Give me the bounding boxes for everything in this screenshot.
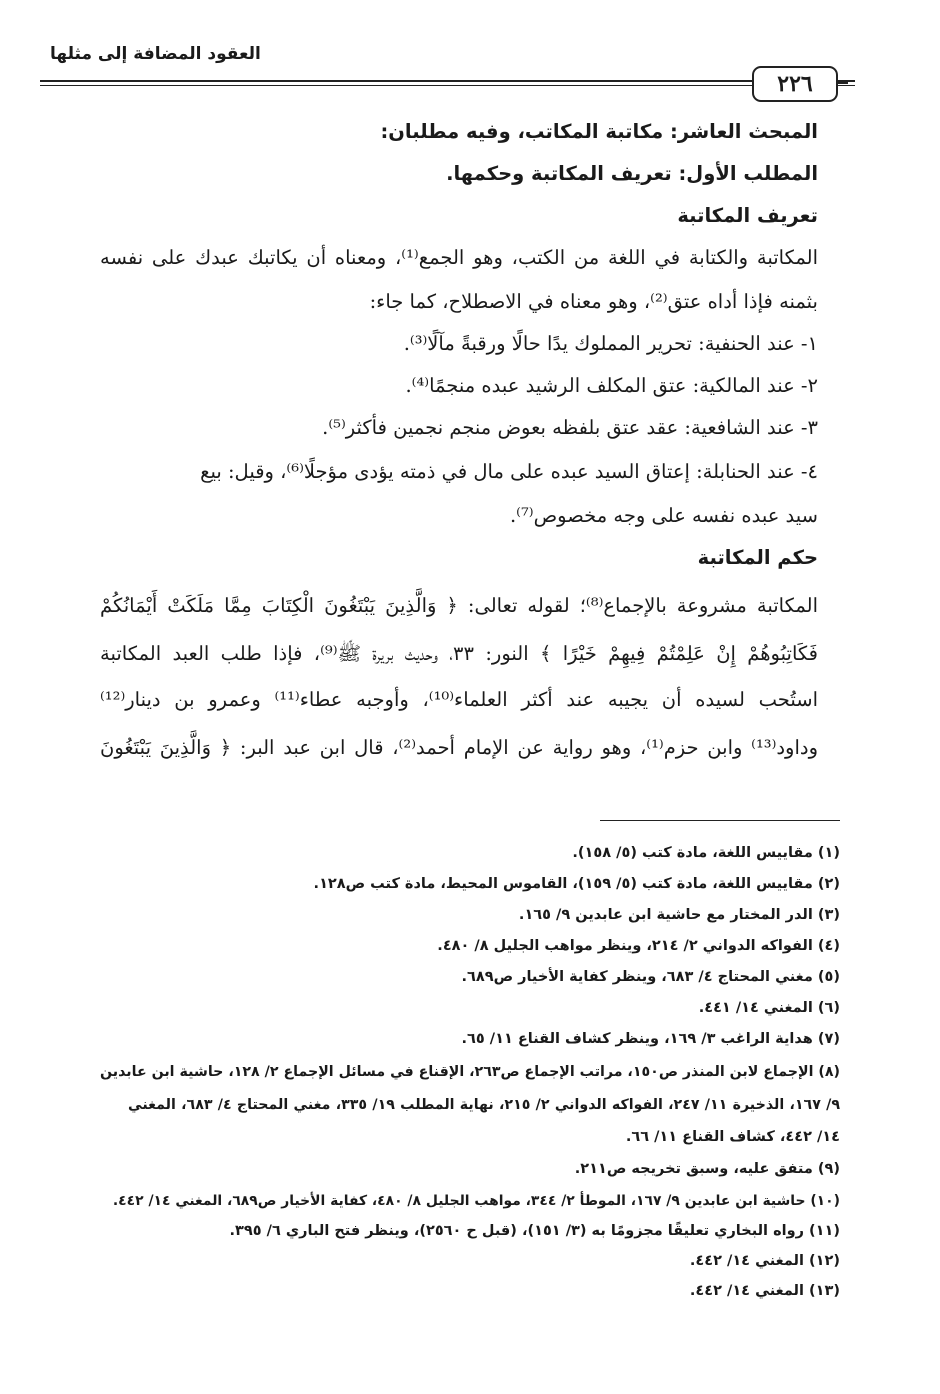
subsection-heading: المطلب الأول: تعريف المكاتبة وحكمها. [446, 162, 818, 185]
page-number-tick [836, 82, 848, 84]
footnote-continuation: ١٤/ ٤٤٢، كشاف القناع ١١/ ٦٦. [625, 1129, 840, 1145]
footnote: (٥) مغني المحتاج ٤/ ٦٨٣، وينظر كفاية الأخيار ص٦٨٩. [461, 969, 840, 985]
paragraph-line: استُحب لسيده أن يجيبه عند أكثر العلماء⁽¹⁰⁾، وأوجبه عطاء⁽¹¹⁾ وعمرو بن دينار⁽¹²⁾ [100, 688, 818, 711]
footnote: (٣) الدر المختار مع حاشية ابن عابدين ٩/ ١٦٥. [518, 907, 840, 923]
footnote: (١١) رواه البخاري تعليقًا مجزومًا به (٣/ ١٥١)، (قبل ح ٢٥٦٠)، وينظر فتح الباري ٦/ ٣٩٥. [229, 1223, 840, 1239]
running-header-title: العقود المضافة إلى مثلها [50, 44, 261, 64]
footnote-separator [600, 820, 840, 821]
footnote-continuation: ٩/ ١٦٧، الذخيرة ١١/ ٢٤٧، الفواكه الدواني ٢/ ٢١٥، نهاية المطلب ١٩/ ٣٣٥، مغني المحتاج ٤/ ٦٨٣، المغني [128, 1097, 841, 1113]
footnote: (٢) مقاييس اللغة، مادة كتب (٥/ ١٥٩)، القاموس المحيط، مادة كتب ص١٢٨. [313, 876, 840, 892]
footnote: (١) مقاييس اللغة، مادة كتب (٥/ ١٥٨). [572, 845, 840, 861]
page-number: ٢٢٦ [752, 66, 838, 102]
footnote: (١٢) المغني ١٤/ ٤٤٢. [689, 1253, 840, 1269]
list-item-continuation: سيد عبده نفسه على وجه مخصوص⁽⁷⁾. [509, 504, 818, 527]
footnote: (١٣) المغني ١٤/ ٤٤٢. [689, 1283, 840, 1299]
footnote: (٧) هداية الراغب ٣/ ١٦٩، وينظر كشاف القناع ١١/ ٦٥. [461, 1031, 840, 1047]
footnote: (٨) الإجماع لابن المنذر ص١٥٠، مراتب الإجماع ص٢٦٣، الإقناع في مسائل الإجماع ٢/ ١٢٨، حاشية ابن عابدين [100, 1064, 841, 1080]
header-rule-thin [40, 85, 855, 86]
paragraph-line: بثمنه فإذا أداه عتق⁽²⁾، وهو معناه في الاصطلاح، كما جاء: [369, 290, 818, 313]
paragraph-line: المكاتبة والكتابة في اللغة من الكتب، وهو الجمع⁽¹⁾، ومعناه أن يكاتبك عبدك على نفسه [100, 246, 818, 269]
footnote: (٤) الفواكه الدواني ٢/ ٢١٤، وينظر مواهب الجليل ٨/ ٤٨٠. [437, 938, 840, 954]
definition-heading: تعريف المكاتبة [677, 204, 818, 227]
paragraph-line: المكاتبة مشروعة بالإجماع⁽⁸⁾؛ لقوله تعالى: ﴿ وَالَّذِينَ يَبْتَغُونَ الْكِتَابَ مِمَّا مَلَكَتْ أَيْمَانُكُمْ [100, 594, 819, 617]
list-item: ٢- عند المالكية: عتق المكلف الرشيد عبده منجمًا⁽⁴⁾. [405, 374, 818, 397]
list-item: ٣- عند الشافعية: عقد عتق بلفظه بعوض منجم نجمين فأكثر⁽⁵⁾. [322, 416, 818, 439]
header-rule [40, 80, 855, 82]
section-heading: المبحث العاشر: مكاتبة المكاتب، وفيه مطلبان: [380, 120, 818, 143]
footnote: (١٠) حاشية ابن عابدين ٩/ ١٦٧، الموطأ ٢/ ٣٤٤، مواهب الجليل ٨/ ٤٨٠، كفاية الأخيار ص٦٨٩، المغني ١٤/ ٤٤٢. [112, 1193, 840, 1209]
footnote: (٩) متفق عليه، وسبق تخريجه ص٢١١. [574, 1161, 840, 1177]
footnote: (٦) المغني ١٤/ ٤٤١. [698, 1000, 840, 1016]
paragraph-line: وداود⁽¹³⁾ وابن حزم⁽¹⁾، وهو رواية عن الإمام أحمد⁽²⁾، قال ابن عبد البر: ﴿ وَالَّذِينَ يَبْتَغُونَ [100, 736, 818, 759]
list-item: ١- عند الحنفية: تحرير المملوك يدًا حالًا ورقبةً مآلًا⁽³⁾. [403, 332, 818, 355]
paragraph-line: فَكَاتِبُوهُمْ إِنْ عَلِمْتُمْ فِيهِمْ خَيْرًا ﴾ النور: ٣٣، وحديث بريرة ﷺ⁽⁹⁾، فإذا طلب العبد المكاتبة [100, 642, 818, 665]
ruling-heading: حكم المكاتبة [697, 546, 818, 569]
list-item: ٤- عند الحنابلة: إعتاق السيد عبده على مال في ذمته يؤدى مؤجلًا⁽⁶⁾، وقيل: بيع [200, 460, 818, 483]
